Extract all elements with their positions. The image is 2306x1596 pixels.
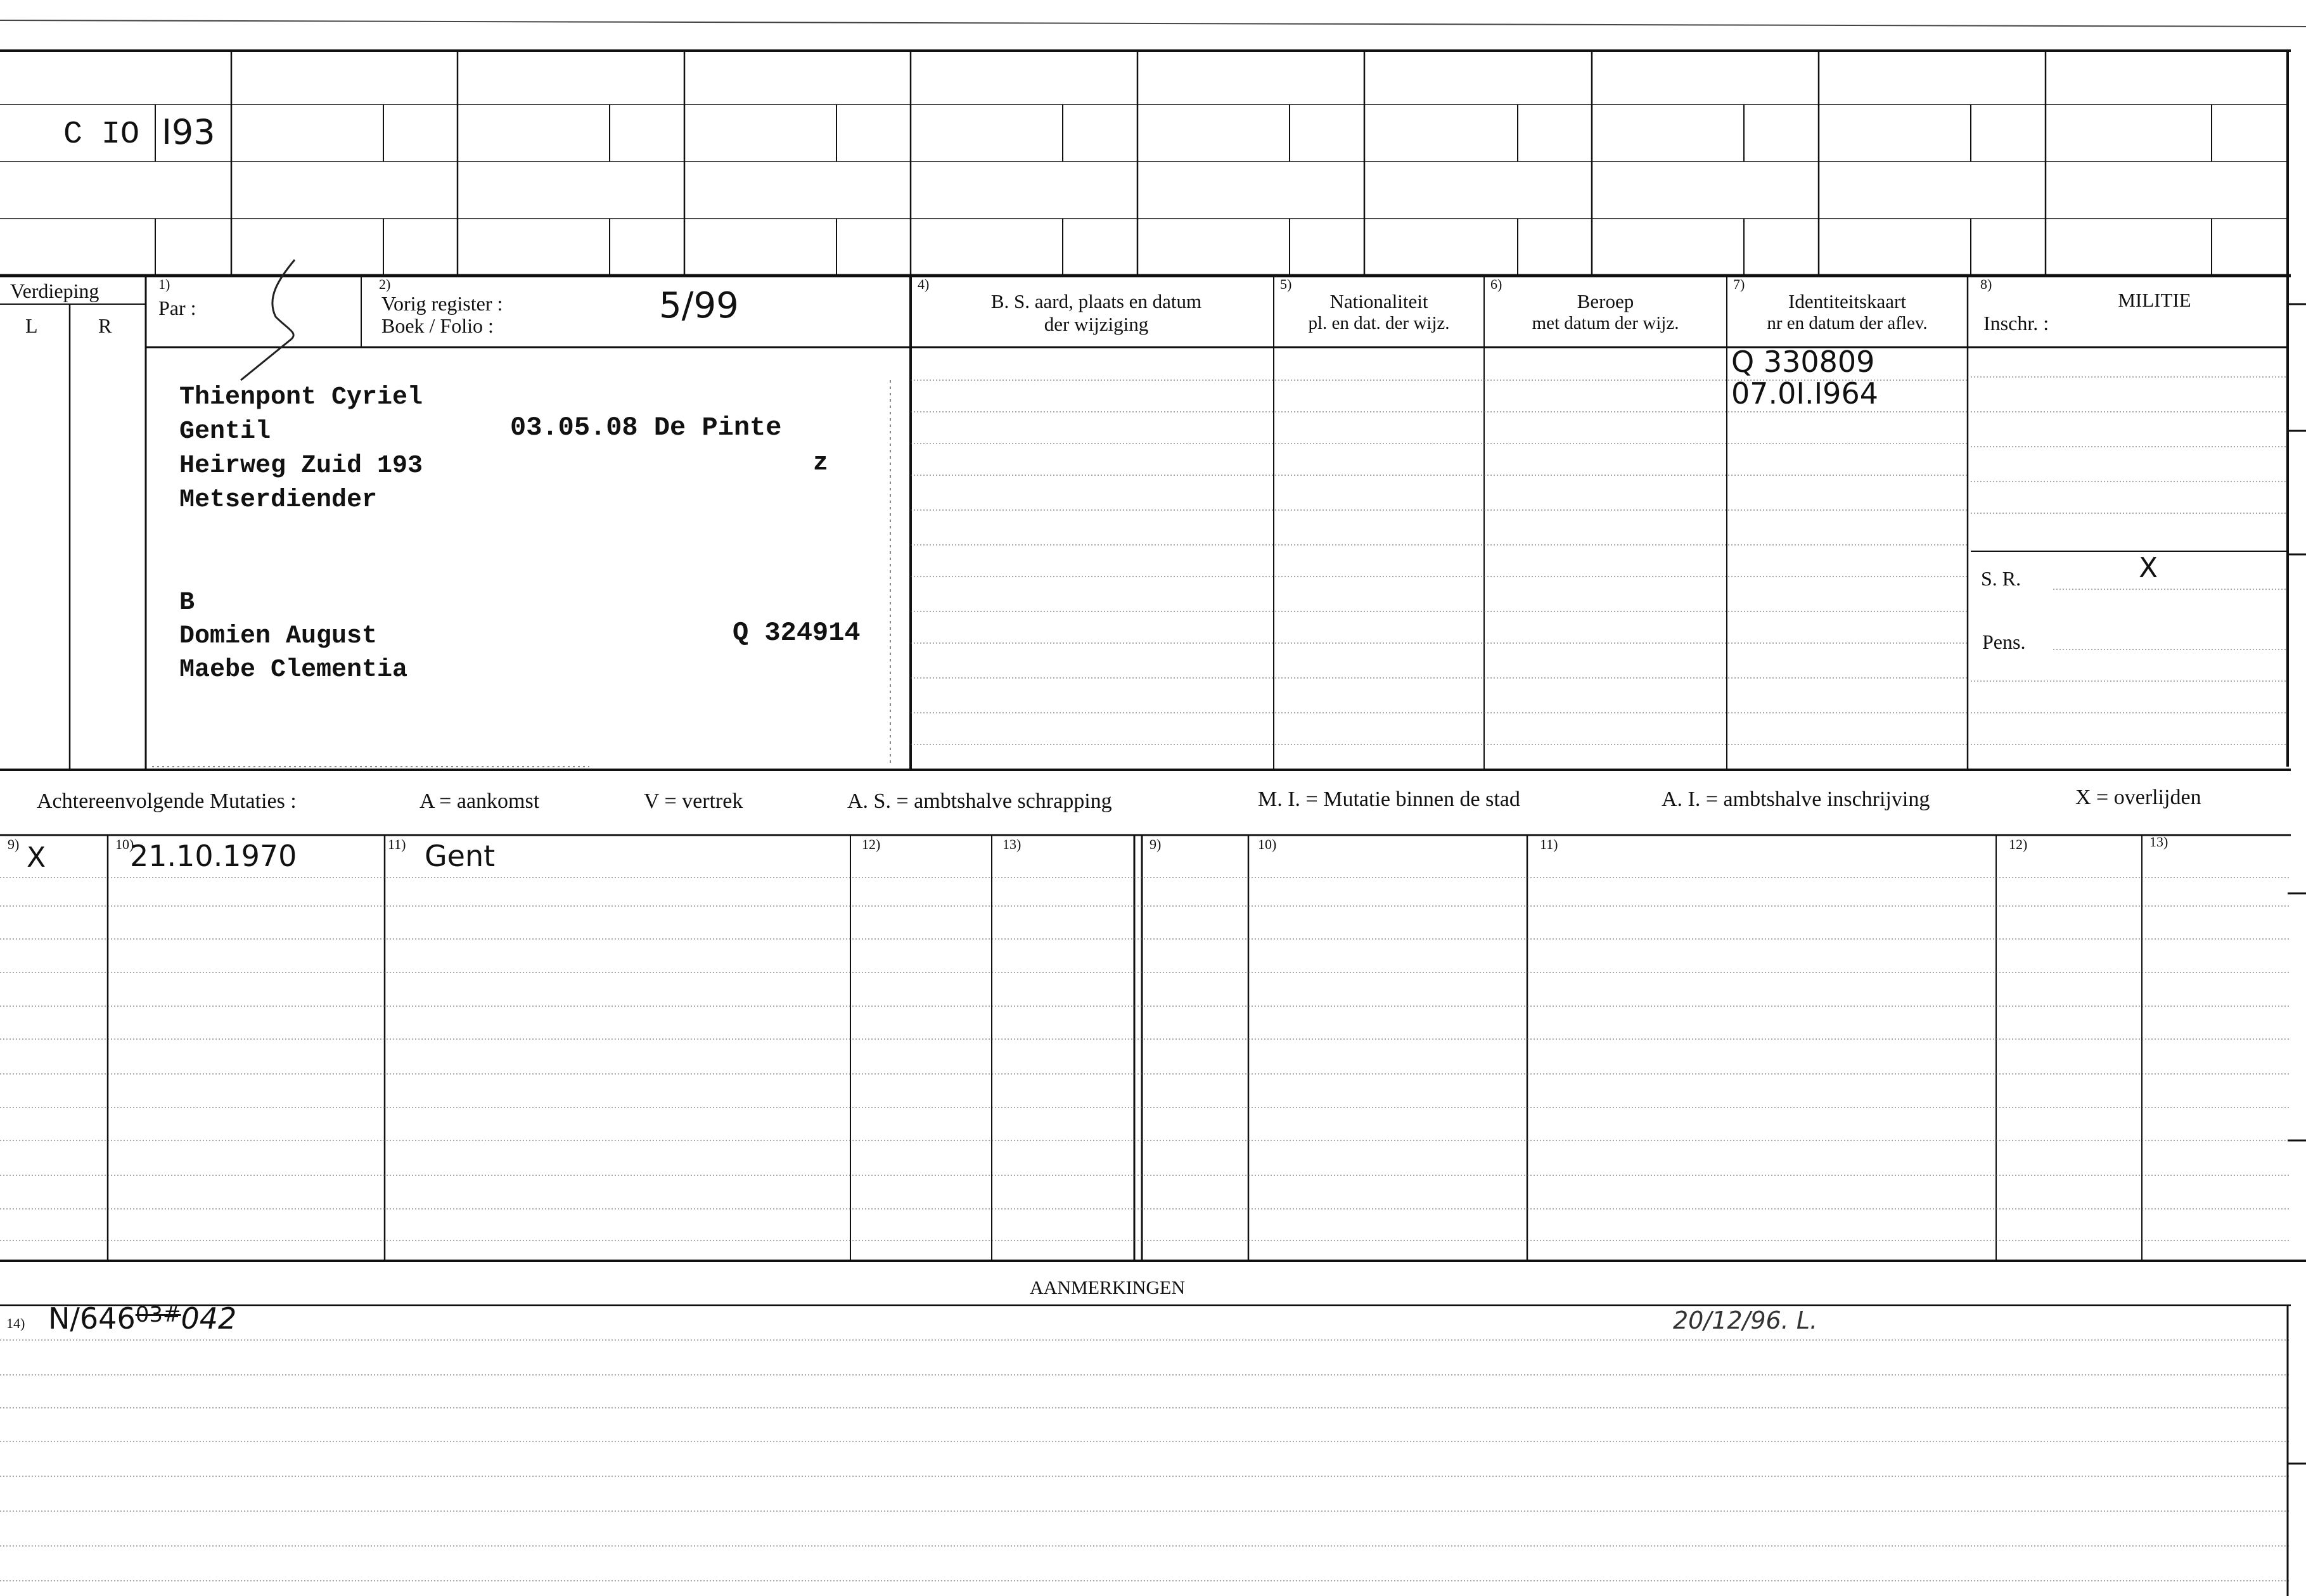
- person-first-name: Gentil: [179, 418, 271, 446]
- person-profession: Metserdiender: [179, 486, 378, 514]
- mut-col-11b: 11): [1540, 836, 1558, 852]
- mutation-place: Gent: [425, 839, 496, 873]
- legend-as: A. S. = ambtshalve schrapping: [847, 789, 1112, 813]
- remarks-num: 14): [6, 1315, 25, 1331]
- mut-col-9: 9): [8, 836, 20, 852]
- legend-mi: M. I. = Mutatie binnen de stad: [1258, 788, 1520, 811]
- par-handwritten-mark: [241, 260, 295, 380]
- mutation-type: X: [27, 841, 46, 874]
- col4-num: 4): [918, 276, 930, 292]
- col8-num: 8): [1980, 276, 1992, 292]
- vorig-line2: Boek / Folio :: [381, 314, 494, 337]
- legend-a: A = aankomst: [420, 789, 540, 813]
- verdieping-right: R: [98, 314, 112, 337]
- mut-col-13: 13): [1002, 836, 1022, 852]
- legend-x: X = overlijden: [2075, 786, 2201, 809]
- col6-num: 6): [1490, 276, 1502, 292]
- vorig-num: 2): [379, 276, 391, 292]
- person-address: Heirweg Zuid 193: [179, 452, 423, 480]
- person-father: Domien August: [179, 622, 378, 651]
- col5-num: 5): [1280, 276, 1292, 292]
- col7-line1: Identiteitskaart: [1788, 290, 1906, 312]
- mut-col-11: 11): [388, 836, 406, 852]
- verdieping-left: L: [25, 314, 38, 337]
- col7-line2: nr en datum der aflev.: [1767, 313, 1928, 333]
- col8-line1: MILITIE: [2118, 289, 2191, 311]
- militie-sr-label: S. R.: [1981, 567, 2021, 590]
- id-card-date: 07.0I.I964: [1731, 376, 1878, 411]
- col7-num: 7): [1733, 276, 1745, 292]
- mut-col-13b: 13): [2149, 834, 2168, 850]
- vorig-line1: Vorig register :: [381, 292, 503, 315]
- person-mother: Maebe Clementia: [179, 656, 408, 684]
- person-b-mark: B: [179, 589, 195, 617]
- remarks-code: $N/646^{03\#}042$: [48, 1301, 237, 1336]
- militie-pens-label: Pens.: [1982, 630, 2026, 653]
- vorig-value: 5/99: [659, 285, 739, 326]
- col4-line2: der wijziging: [1044, 313, 1149, 335]
- person-birth: 03.05.08 De Pinte: [510, 412, 782, 443]
- col4-line1: B. S. aard, plaats en datum: [990, 290, 1202, 312]
- mut-col-10: 10): [115, 836, 134, 852]
- mutation-date: 21.10.1970: [130, 839, 297, 873]
- ref-number: I93: [162, 112, 215, 152]
- person-z-mark: z: [813, 449, 829, 478]
- col6-line1: Beroep: [1577, 290, 1634, 312]
- legend-v: V = vertrek: [644, 789, 743, 813]
- person-id-code: Q 324914: [733, 618, 861, 648]
- col5-line2: pl. en dat. der wijz.: [1308, 313, 1450, 333]
- person-name: Thienpont Cyriel: [179, 383, 423, 412]
- id-card-number: Q 330809: [1731, 345, 1875, 379]
- mut-col-12: 12): [862, 836, 881, 852]
- mut-col-9b: 9): [1150, 836, 1162, 852]
- remarks-signature: 20/12/96. L.: [1673, 1306, 1818, 1334]
- mut-col-12b: 12): [2009, 836, 2028, 852]
- ref-code: C IO: [63, 117, 140, 153]
- col5-line1: Nationaliteit: [1329, 290, 1428, 312]
- par-label: Par :: [158, 297, 196, 319]
- mut-col-10b: 10): [1258, 836, 1277, 852]
- col8-line2: Inschr. :: [1983, 312, 2049, 335]
- remarks-title: AANMERKINGEN: [1030, 1277, 1185, 1298]
- legend-ai: A. I. = ambtshalve inschrijving: [1662, 788, 1930, 811]
- col6-line2: met datum der wijz.: [1532, 313, 1679, 333]
- legend-title: Achtereenvolgende Mutaties :: [37, 789, 297, 813]
- verdieping-label: Verdieping: [10, 279, 99, 302]
- par-num: 1): [158, 276, 170, 292]
- militie-sr-value: X: [2139, 552, 2158, 584]
